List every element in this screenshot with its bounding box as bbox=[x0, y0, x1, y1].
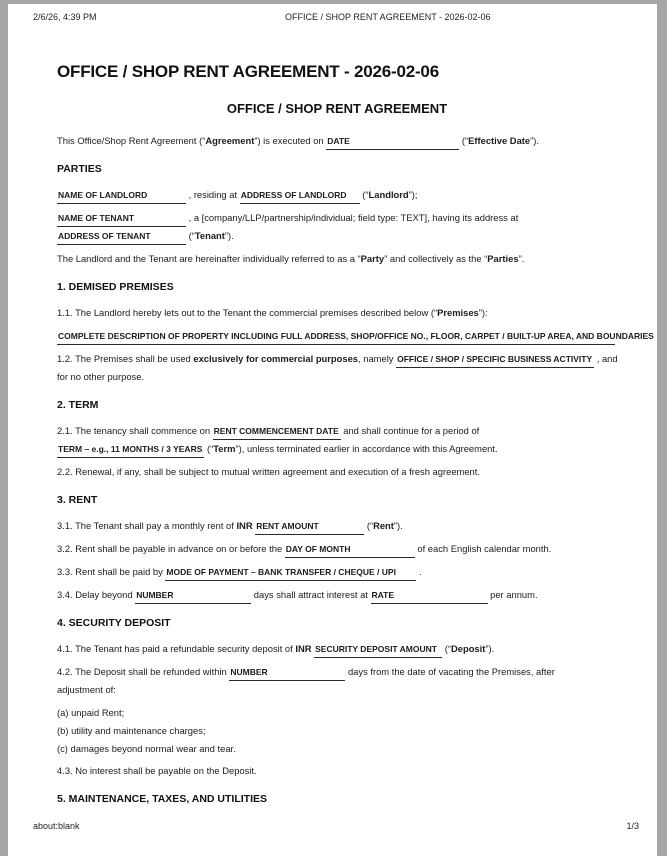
field-underline: RENT COMMENCEMENT DATE bbox=[213, 426, 341, 440]
field-underline: RENT AMOUNT bbox=[255, 521, 364, 535]
bold-text: Premises bbox=[437, 307, 479, 318]
text-run: 1.1. The Landlord hereby lets out to the Tenant the commercial premises described below (“ bbox=[57, 307, 438, 318]
text-run: per annum. bbox=[487, 589, 538, 600]
text-run: ”. bbox=[518, 253, 525, 264]
paragraph bbox=[57, 586, 617, 604]
text-run: of each English calendar month. bbox=[414, 543, 552, 554]
field-underline: DATE bbox=[326, 136, 459, 150]
text-run: (“ bbox=[204, 443, 214, 454]
text-line bbox=[57, 440, 617, 458]
text-line bbox=[57, 640, 617, 658]
print-footer bbox=[33, 821, 639, 831]
text-line bbox=[57, 722, 617, 740]
bold-text: Effective Date bbox=[468, 135, 531, 146]
text-run: ”): bbox=[478, 307, 488, 318]
field-underline: RATE bbox=[371, 590, 488, 604]
text-run: ”) is executed on bbox=[254, 135, 327, 146]
text-line bbox=[57, 681, 617, 699]
text-line bbox=[57, 350, 617, 368]
text-line bbox=[57, 762, 617, 780]
paragraph bbox=[57, 350, 617, 386]
text-line bbox=[57, 517, 617, 535]
text-run: (c) damages beyond normal wear and tear. bbox=[57, 743, 236, 754]
text-run: ”); bbox=[408, 189, 418, 200]
text-run: This Office/Shop Rent Agreement (“ bbox=[57, 135, 206, 146]
bold-text: Party bbox=[360, 253, 385, 264]
text-line bbox=[57, 563, 617, 581]
text-run: ”). bbox=[485, 643, 495, 654]
text-run: , a [company/LLP/partnership/individual; field type: TEXT], having its address at bbox=[186, 212, 519, 223]
paragraph bbox=[57, 722, 617, 740]
text-line bbox=[57, 740, 617, 758]
section-heading: 1. DEMISED PREMISES bbox=[57, 281, 174, 293]
print-header bbox=[33, 12, 639, 24]
text-line bbox=[57, 132, 617, 150]
paragraph bbox=[57, 132, 617, 150]
section-heading: 3. RENT bbox=[57, 494, 98, 506]
field-underline: COMPLETE DESCRIPTION OF PROPERTY INCLUDING FULL ADDRESS, SHOP/OFFICE NO., FLOOR, CARPET / BUILT-UP AREA, AND BOUNDARIES bbox=[57, 331, 615, 345]
text-run: 4.3. No interest shall be payable on the Deposit. bbox=[57, 765, 257, 776]
bold-text: Landlord bbox=[368, 189, 409, 200]
text-line bbox=[57, 368, 617, 386]
field-underline: NAME OF TENANT bbox=[57, 213, 186, 227]
field-underline: OFFICE / SHOP / SPECIFIC BUSINESS ACTIVITY bbox=[396, 354, 594, 368]
text-line bbox=[57, 209, 617, 227]
text-line bbox=[57, 422, 617, 440]
paragraph bbox=[57, 304, 617, 322]
text-run: . bbox=[416, 566, 422, 577]
text-run: , residing at bbox=[186, 189, 240, 200]
text-line bbox=[57, 463, 617, 481]
document-blocks bbox=[57, 132, 654, 806]
text-run: (“ bbox=[459, 135, 469, 146]
paragraph bbox=[57, 209, 617, 245]
text-run: ”), unless terminated earlier in accordance with this Agreement. bbox=[235, 443, 498, 454]
document-title: OFFICE / SHOP RENT AGREEMENT - 2026-02-06 bbox=[57, 62, 439, 81]
document-subtitle: OFFICE / SHOP RENT AGREEMENT bbox=[226, 101, 448, 116]
text-run: 4.1. The Tenant has paid a refundable security deposit of bbox=[57, 643, 296, 654]
section-heading: 4. SECURITY DEPOSIT bbox=[57, 617, 171, 629]
text-line bbox=[57, 540, 617, 558]
text-run: 4.2. The Deposit shall be refunded within bbox=[57, 666, 230, 677]
document-body bbox=[57, 62, 654, 816]
text-run: ” and collectively as the “ bbox=[384, 253, 488, 264]
text-run: 3.4. Delay beyond bbox=[57, 589, 136, 600]
footer-url: about:blank bbox=[33, 821, 80, 831]
bold-text: Term bbox=[213, 443, 236, 454]
text-line bbox=[57, 586, 617, 604]
text-run: 1.2. The Premises shall be used bbox=[57, 353, 194, 364]
text-run: ”). bbox=[393, 520, 403, 531]
bold-text: Agreement bbox=[205, 135, 255, 146]
text-line bbox=[57, 186, 617, 204]
text-run: The Landlord and the Tenant are hereinafter individually referred to as a “ bbox=[57, 253, 361, 264]
paragraph bbox=[57, 663, 617, 699]
text-run: (“ bbox=[359, 189, 369, 200]
text-run: , and bbox=[594, 353, 618, 364]
field-underline: NUMBER bbox=[229, 667, 345, 681]
text-run: ”). bbox=[224, 230, 234, 241]
text-run: for no other purpose. bbox=[57, 371, 145, 382]
paragraph bbox=[57, 640, 617, 658]
field-underline: DAY OF MONTH bbox=[285, 544, 415, 558]
text-run: (“ bbox=[186, 230, 195, 241]
text-run: 2.2. Renewal, if any, shall be subject to mutual written agreement and execution of a fresh agreement. bbox=[57, 466, 480, 477]
text-run: 3.3. Rent shall be paid by bbox=[57, 566, 166, 577]
text-line bbox=[57, 704, 617, 722]
text-run: 2.1. The tenancy shall commence on bbox=[57, 425, 213, 436]
paragraph bbox=[57, 740, 617, 758]
paragraph bbox=[57, 704, 617, 722]
bold-text: INR bbox=[236, 520, 253, 531]
paragraph bbox=[57, 250, 617, 268]
text-run: days shall attract interest at bbox=[251, 589, 371, 600]
text-line bbox=[57, 304, 617, 322]
print-header-date: 2/6/26, 4:39 PM bbox=[33, 12, 97, 22]
field-underline: TERM – e.g., 11 MONTHS / 3 YEARS bbox=[57, 444, 204, 458]
text-line bbox=[57, 227, 617, 245]
text-line bbox=[57, 327, 654, 345]
text-run: ”). bbox=[530, 135, 539, 146]
section-heading: PARTIES bbox=[57, 163, 102, 175]
text-run: (“ bbox=[442, 643, 451, 654]
text-run: 3.2. Rent shall be payable in advance on or before the bbox=[57, 543, 285, 554]
text-run: , namely bbox=[358, 353, 397, 364]
paragraph bbox=[57, 422, 617, 458]
text-line bbox=[57, 250, 617, 268]
paragraph bbox=[57, 563, 617, 581]
bold-text: INR bbox=[295, 643, 312, 654]
field-underline: NUMBER bbox=[135, 590, 251, 604]
field-underline: MODE OF PAYMENT – BANK TRANSFER / CHEQUE / UPI bbox=[165, 567, 416, 581]
bold-text: exclusively for commercial purposes bbox=[193, 353, 359, 364]
text-run: (“ bbox=[364, 520, 374, 531]
section-heading: 5. MAINTENANCE, TAXES, AND UTILITIES bbox=[57, 793, 268, 805]
text-run: adjustment of: bbox=[57, 684, 116, 695]
field-underline: ADDRESS OF LANDLORD bbox=[240, 190, 360, 204]
bold-text: Tenant bbox=[194, 230, 225, 241]
bold-text: Rent bbox=[373, 520, 394, 531]
text-line bbox=[57, 663, 617, 681]
document-page bbox=[8, 4, 657, 856]
field-underline: ADDRESS OF TENANT bbox=[57, 231, 186, 245]
text-run: 3.1. The Tenant shall pay a monthly rent of bbox=[57, 520, 237, 531]
text-run: and shall continue for a period of bbox=[340, 425, 480, 436]
field-underline: SECURITY DEPOSIT AMOUNT bbox=[314, 644, 442, 658]
text-run: (b) utility and maintenance charges; bbox=[57, 725, 206, 736]
footer-page-number: 1/3 bbox=[626, 821, 639, 831]
paragraph bbox=[57, 762, 617, 780]
bold-text: Parties bbox=[487, 253, 519, 264]
paragraph bbox=[57, 327, 654, 345]
text-run: days from the date of vacating the Premises, after bbox=[345, 666, 555, 677]
bold-text: Deposit bbox=[450, 643, 486, 654]
section-heading: 2. TERM bbox=[57, 399, 99, 411]
paragraph bbox=[57, 463, 617, 481]
text-run: (a) unpaid Rent; bbox=[57, 707, 125, 718]
paragraph bbox=[57, 517, 617, 535]
paragraph bbox=[57, 186, 617, 204]
field-underline: NAME OF LANDLORD bbox=[57, 190, 186, 204]
print-header-title: OFFICE / SHOP RENT AGREEMENT - 2026-02-06 bbox=[285, 12, 491, 22]
paragraph bbox=[57, 540, 617, 558]
